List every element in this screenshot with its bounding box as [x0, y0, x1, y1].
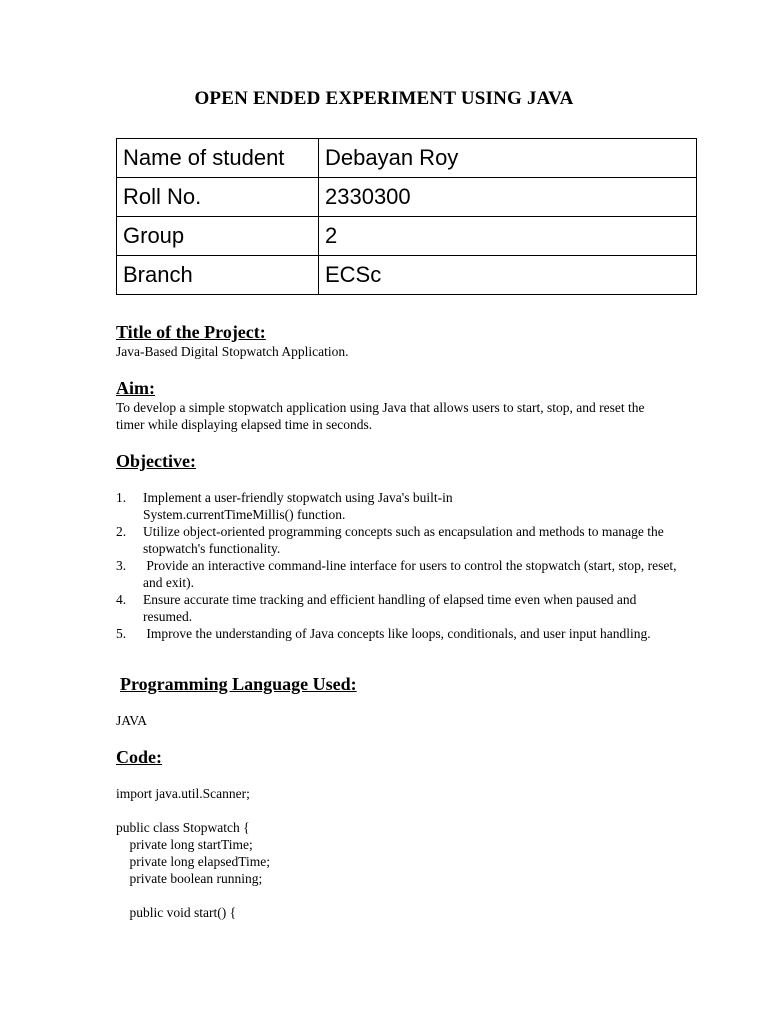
project-title-text: Java-Based Digital Stopwatch Application. [116, 344, 349, 359]
list-text: Utilize object-oriented programming concepts such as encapsulation and methods to manage the stopwatch's functionality. [143, 524, 664, 556]
code-heading: Code: [116, 747, 162, 767]
language-section [116, 674, 676, 729]
objective-list [116, 489, 680, 642]
list-text: Ensure accurate time tracking and efficient handling of elapsed time even when paused and resumed. [143, 592, 637, 624]
aim-section [116, 378, 656, 433]
group-label: Group [117, 217, 319, 256]
code-line: private boolean running; [116, 871, 263, 886]
project-title-section [116, 322, 676, 360]
aim-heading: Aim: [116, 378, 155, 398]
code-line: public void start() { [116, 905, 237, 920]
list-text: Improve the understanding of Java concepts like loops, conditionals, and user input handling. [143, 626, 651, 641]
code-line: private long elapsedTime; [116, 854, 270, 869]
list-number: 1. [116, 490, 127, 505]
code-line [116, 802, 676, 819]
group-value: 2 [319, 217, 697, 256]
objective-section [116, 451, 680, 642]
roll-value: 2330300 [319, 178, 697, 217]
project-title-heading: Title of the Project: [116, 322, 266, 342]
list-item [116, 591, 673, 625]
name-value: Debayan Roy [319, 139, 697, 178]
page-title: OPEN ENDED EXPERIMENT USING JAVA [194, 88, 574, 109]
table-row [117, 139, 697, 178]
language-text: JAVA [116, 713, 148, 728]
list-item [116, 625, 663, 642]
list-text: Implement a user-friendly stopwatch using Java's built-in System.currentTimeMillis() function. [143, 490, 453, 522]
code-line [116, 887, 676, 904]
list-item [116, 557, 683, 591]
code-block [116, 785, 676, 921]
student-info-table [116, 138, 697, 295]
roll-label: Roll No. [117, 178, 319, 217]
code-line: public class Stopwatch { [116, 820, 250, 835]
code-section [116, 747, 676, 921]
language-heading: Programming Language Used: [120, 674, 357, 694]
list-number: 5. [116, 626, 127, 641]
name-label: Name of student [117, 139, 319, 178]
list-number: 4. [116, 592, 127, 607]
list-text: Provide an interactive command-line interface for users to control the stopwatch (start, stop, reset, and exit). [143, 558, 680, 590]
code-line: private long startTime; [116, 837, 253, 852]
list-number: 3. [116, 558, 127, 573]
list-item [116, 489, 508, 523]
table-row [117, 178, 697, 217]
objective-heading: Objective: [116, 451, 196, 471]
aim-text: To develop a simple stopwatch application using Java that allows users to start, stop, and reset the timer while displaying elapsed time in seconds. [116, 400, 645, 432]
table-row [117, 256, 697, 295]
table-row [117, 217, 697, 256]
list-item [116, 523, 683, 557]
list-number: 2. [116, 524, 127, 539]
code-line: import java.util.Scanner; [116, 786, 250, 801]
branch-label: Branch [117, 256, 319, 295]
branch-value: ECSc [319, 256, 697, 295]
